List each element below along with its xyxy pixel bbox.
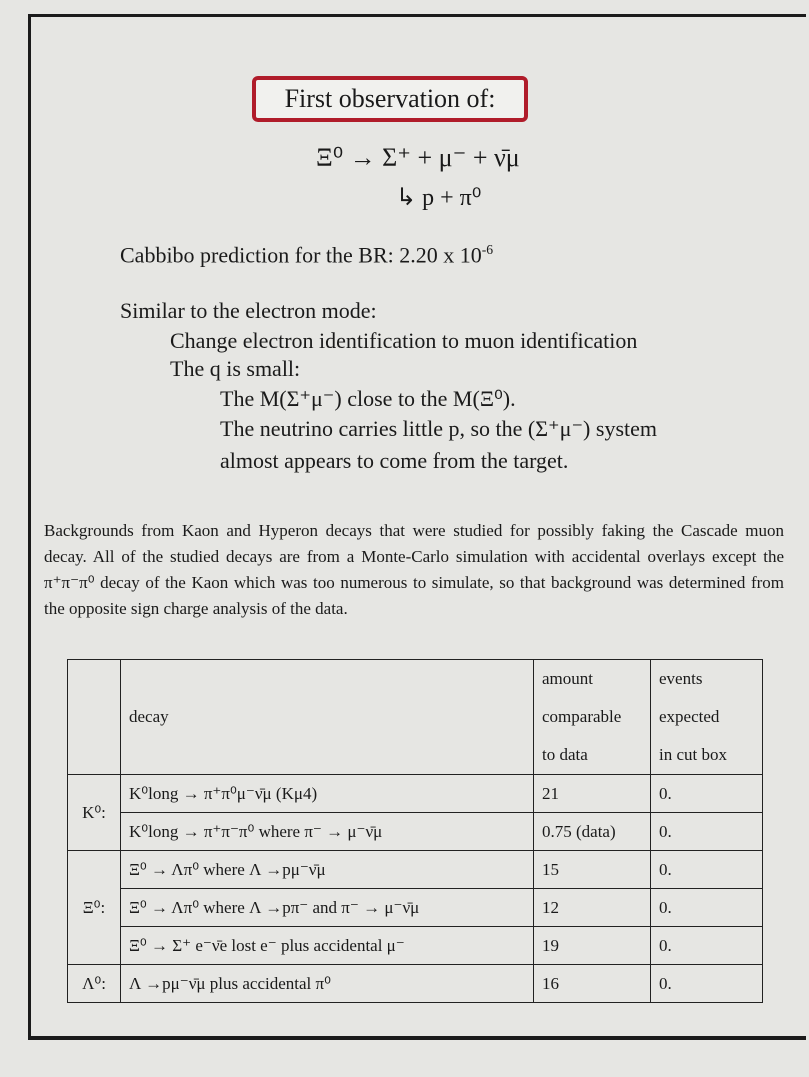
group-label: Λ⁰: xyxy=(68,965,121,1003)
notes-subitem-3: almost appears to come from the target. xyxy=(220,448,569,473)
header-amount-line-1: amount xyxy=(542,669,593,688)
decay-cell: Ξ⁰ → Λπ⁰ where Λ →pμ⁻ν̄μ xyxy=(121,851,534,889)
table-row xyxy=(68,927,763,965)
table-row xyxy=(68,965,763,1003)
amount-cell: 0.75 (data) xyxy=(534,813,651,851)
decay-cell: Ξ⁰ → Σ⁺ e⁻ν̄e lost e⁻ plus accidental μ⁻ xyxy=(121,927,534,965)
table-row xyxy=(68,851,763,889)
decay-cell: K⁰long → π⁺π⁰μ⁻ν̄μ (Kμ4) xyxy=(121,775,534,813)
header-decay: decay xyxy=(121,660,534,775)
table-header-row xyxy=(68,660,763,775)
header-group-cell xyxy=(68,660,121,775)
events-cell: 0. xyxy=(651,851,763,889)
events-cell: 0. xyxy=(651,965,763,1003)
group-label: K⁰: xyxy=(68,775,121,851)
notes-item-2: The q is small: xyxy=(170,356,301,381)
events-cell: 0. xyxy=(651,813,763,851)
decay-cell: K⁰long → π⁺π⁻π⁰ where π⁻ → μ⁻ν̄μ xyxy=(121,813,534,851)
header-events xyxy=(651,660,763,775)
group-label: Ξ⁰: xyxy=(68,851,121,965)
backgrounds-table xyxy=(67,659,763,1003)
header-events-line-3: in cut box xyxy=(659,745,727,764)
notes-item-1: Change electron identification to muon identification xyxy=(170,328,638,353)
table-row xyxy=(68,775,763,813)
header-events-line-1: events xyxy=(659,669,703,688)
amount-cell: 16 xyxy=(534,965,651,1003)
table-row xyxy=(68,813,763,851)
decay-equation-main: Ξ⁰ → Σ⁺ + μ⁻ + ν̄μ xyxy=(316,143,520,172)
page-title: First observation of: xyxy=(284,84,496,113)
notes-heading: Similar to the electron mode: xyxy=(120,298,377,323)
decay-cell: Ξ⁰ → Λπ⁰ where Λ →pπ⁻ and π⁻ → μ⁻ν̄μ xyxy=(121,889,534,927)
header-amount-line-2: comparable xyxy=(542,707,622,726)
amount-cell: 21 xyxy=(534,775,651,813)
background-paragraph: Backgrounds from Kaon and Hyperon decays that were studied for possibly faking the Cascade muon decay. All of the studied decays are from a Monte-Carlo simulation with accidental overlays except the π⁺π⁻π⁰ decay of the Kaon which was too numerous to simulate, so that background was determined from the opposite sign charge analysis of the data. xyxy=(44,521,784,618)
title-box xyxy=(252,76,528,122)
decay-equation-secondary xyxy=(396,183,481,212)
header-amount xyxy=(534,660,651,775)
header-amount-line-3: to data xyxy=(542,745,588,764)
amount-cell: 12 xyxy=(534,889,651,927)
events-cell: 0. xyxy=(651,889,763,927)
prediction-value: 2.20 x 10 xyxy=(399,242,482,268)
notes-subitem-2: The neutrino carries little p, so the (Σ⁺μ⁻) system xyxy=(220,416,657,441)
prediction-line xyxy=(120,242,493,268)
events-cell: 0. xyxy=(651,927,763,965)
notes-subitem-1: The M(Σ⁺μ⁻) close to the M(Ξ⁰). xyxy=(220,386,516,411)
header-events-line-2: expected xyxy=(659,707,720,726)
decay-cell: Λ →pμ⁻ν̄μ plus accidental π⁰ xyxy=(121,965,534,1003)
events-cell: 0. xyxy=(651,775,763,813)
amount-cell: 19 xyxy=(534,927,651,965)
amount-cell: 15 xyxy=(534,851,651,889)
table-row xyxy=(68,889,763,927)
prediction-label: Cabbibo prediction for the BR: xyxy=(120,242,394,268)
return-arrow-icon: ↳ xyxy=(396,183,417,211)
prediction-exponent: -6 xyxy=(481,242,494,257)
decay-equation-products: p + π⁰ xyxy=(422,185,482,211)
